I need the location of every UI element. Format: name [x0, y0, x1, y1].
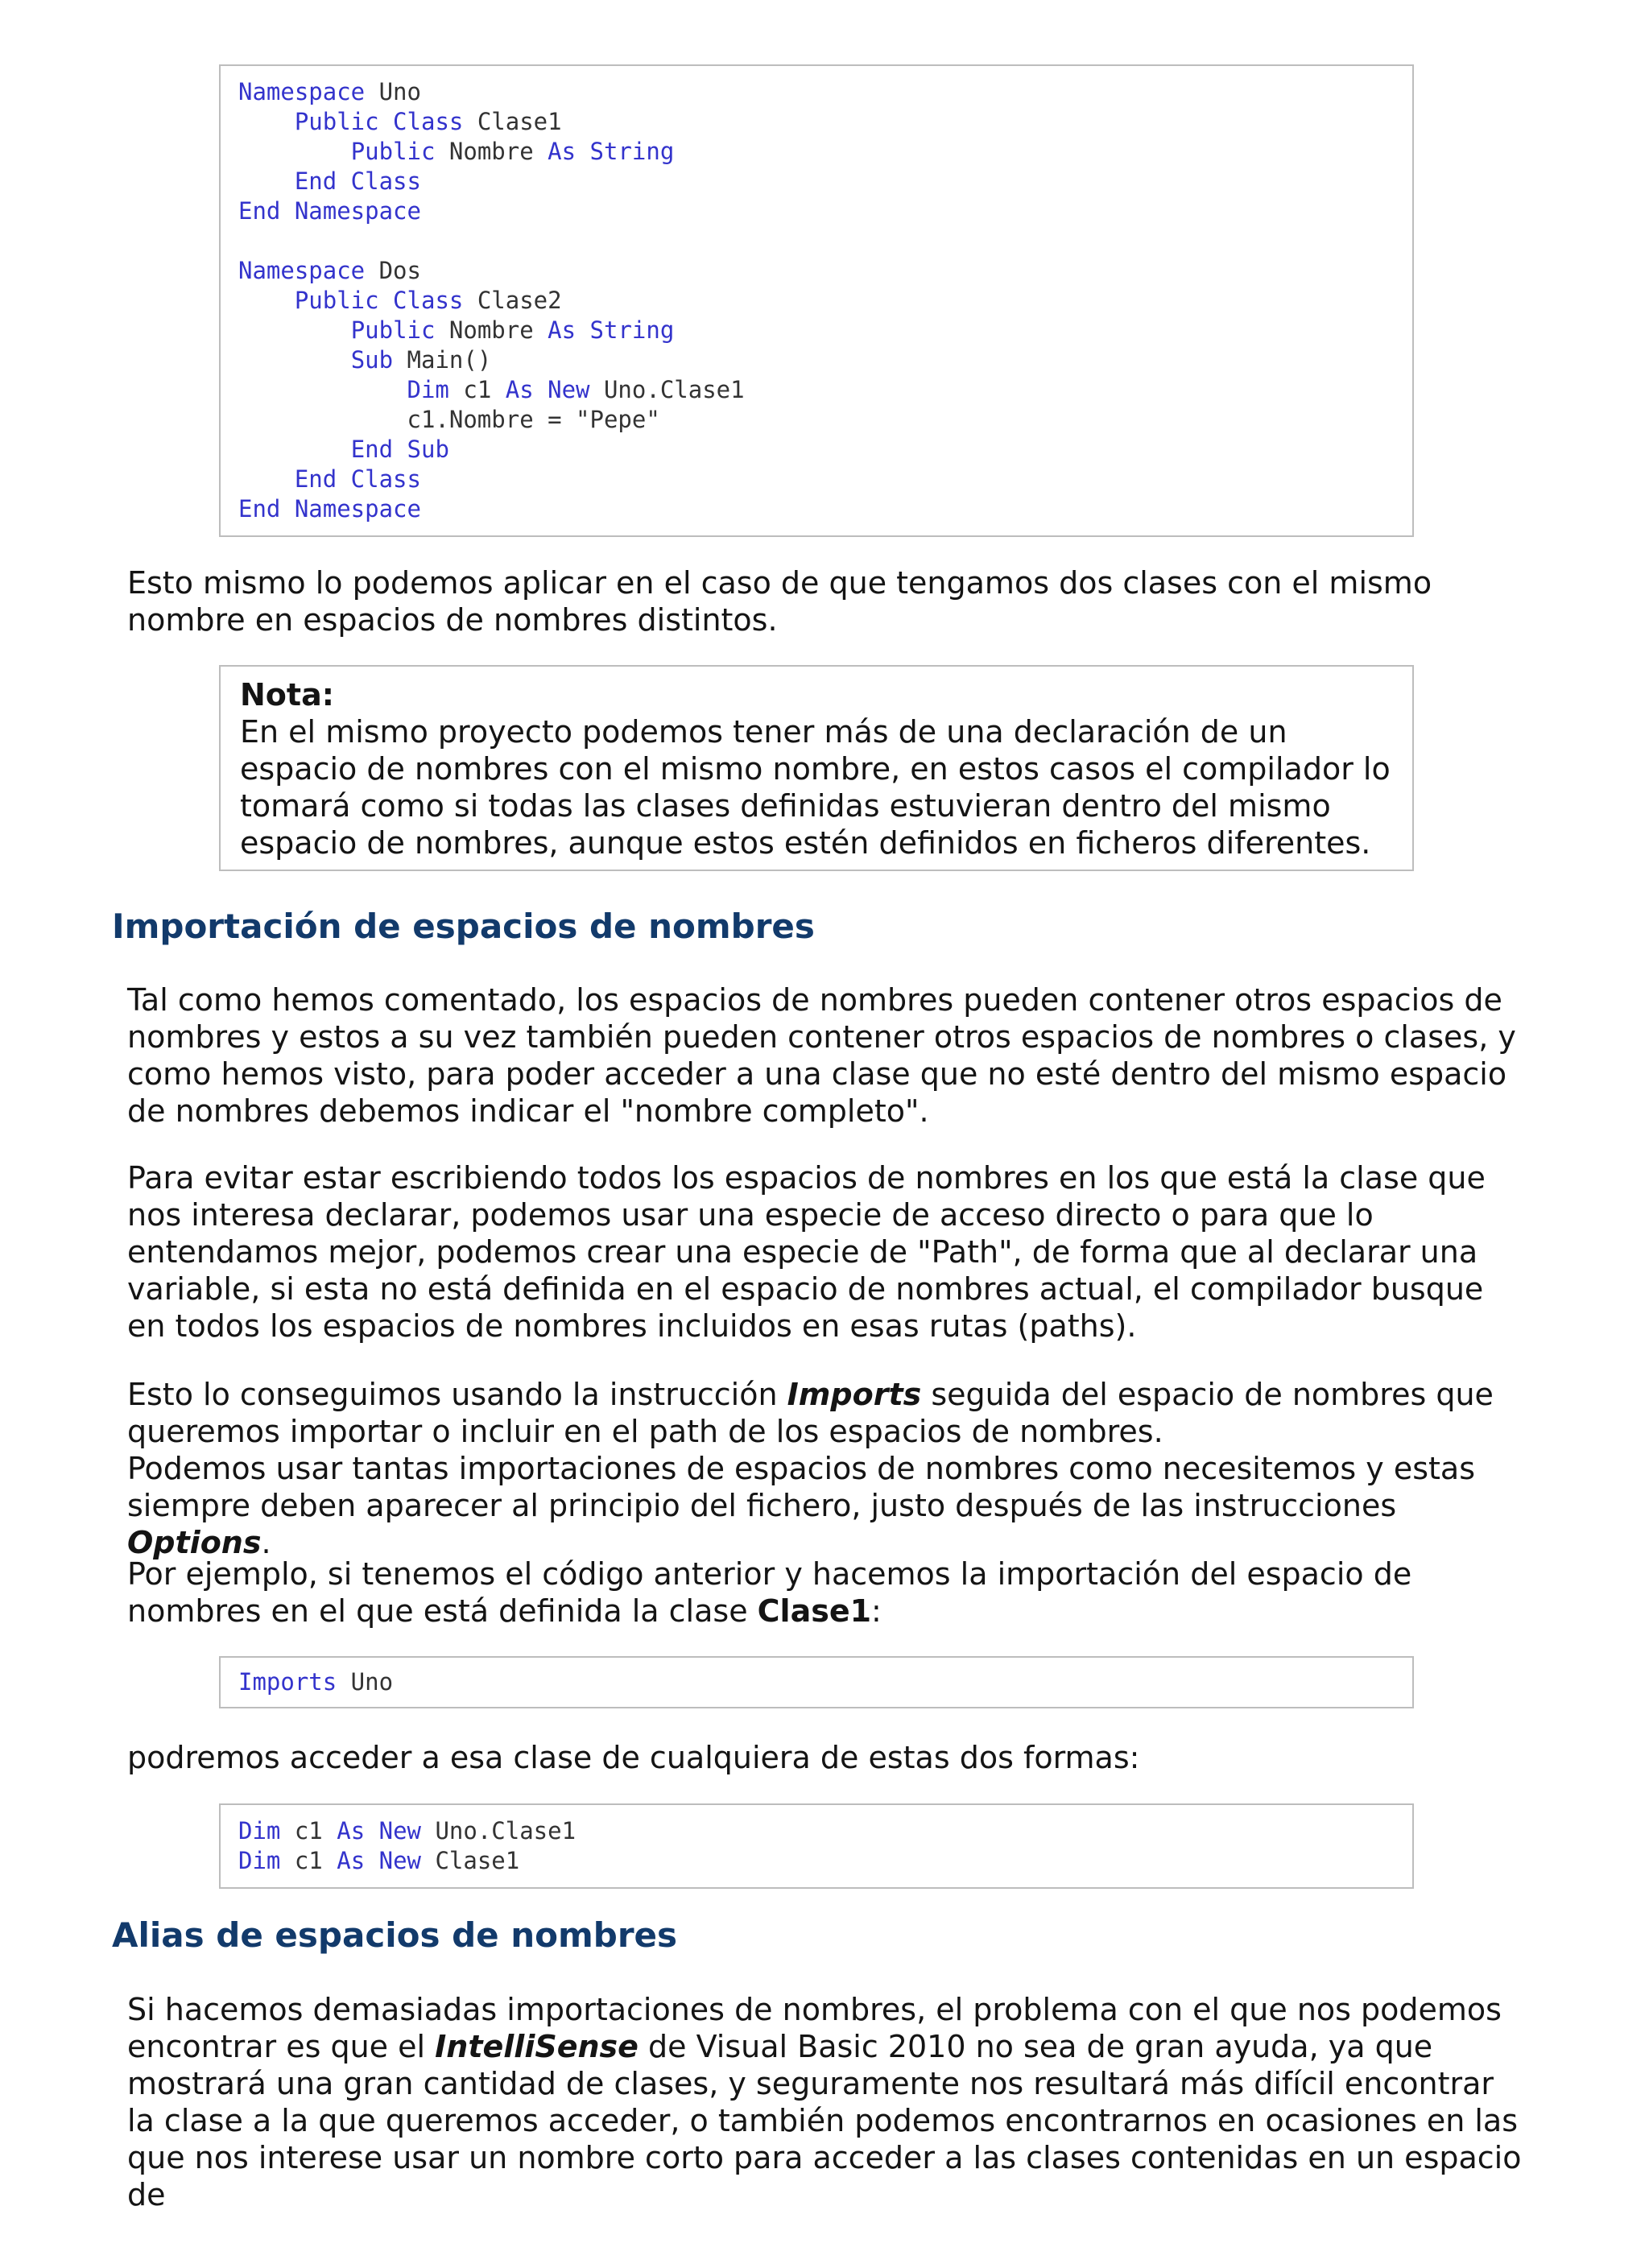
code-keyword: End Sub — [350, 436, 449, 463]
code-keyword: Public — [350, 316, 436, 344]
code-text — [238, 167, 295, 195]
code-keyword: As String — [548, 138, 675, 165]
code-line — [238, 375, 1395, 405]
code-keyword: As New — [505, 376, 590, 403]
code-text: c1.Nombre = "Pepe" — [238, 406, 660, 433]
code-text — [238, 138, 351, 165]
paragraph-two-forms: podremos acceder a esa clase de cualquiera de estas dos formas: — [127, 1740, 1140, 1775]
note-title: Nota: — [240, 677, 334, 713]
code-text: Clase1 — [463, 108, 562, 135]
paragraph-alias — [127, 1991, 1528, 2213]
code-line — [238, 196, 1395, 226]
code-text: Nombre — [435, 316, 548, 344]
paragraph-nombre-completo: Tal como hemos comentado, los espacios de nombres pueden contener otros espacios de nombres y estos a su vez también pueden contener otros espacios de nombres o clases, y como hemos visto, para poder acceder a una clase que no esté dentro del mismo espacio de nombres debemos indicar el "nombre completo". — [127, 982, 1516, 1129]
code-text — [238, 436, 351, 463]
code-block-imports — [219, 1656, 1414, 1708]
code-block-dim-examples — [219, 1803, 1414, 1889]
code-text: Nombre — [435, 138, 548, 165]
code-line — [238, 286, 1395, 316]
options-keyword: Options — [127, 1525, 262, 1560]
code-line — [238, 167, 1395, 196]
paragraph-imports-instruction — [127, 1376, 1528, 1561]
heading-alias: Alias de espacios de nombres — [112, 1915, 678, 1955]
code-keyword: Dim — [407, 376, 449, 403]
code-keyword: As New — [337, 1817, 421, 1845]
code-line — [238, 1816, 1395, 1846]
code-line — [238, 226, 1395, 256]
code-keyword: End Class — [294, 167, 421, 195]
example-text-a: Por ejemplo, si tenemos el código anterior y hacemos la importación del espacio de nombres en el que está definida la clase — [127, 1556, 1412, 1629]
code-text: Clase2 — [463, 287, 562, 314]
imports-text-b: seguida del espacio de nombres que queremos importar o incluir en el path de los espacios de nombres. — [127, 1377, 1494, 1449]
code-line — [238, 494, 1395, 524]
code-text: Clase1 — [421, 1847, 520, 1874]
code-keyword: As String — [548, 316, 675, 344]
intellisense-keyword: IntelliSense — [435, 2029, 639, 2064]
paragraph-path: Para evitar estar escribiendo todos los espacios de nombres en los que está la clase que nos interesa declarar, podemos usar una especie de acceso directo o para que lo entendamos mejor, podemos crear una especie de "Path", de forma que al declarar una variable, si esta no está definida en el espacio de nombres actual, el compilador busque en todos los espacios de nombres incluidos en esas rutas (paths). — [127, 1160, 1486, 1344]
code-keyword: Public Class — [294, 287, 464, 314]
code-keyword: As New — [337, 1847, 421, 1874]
code-text: c1 — [448, 376, 506, 403]
code-line — [238, 435, 1395, 465]
code-text: Uno — [365, 78, 421, 105]
code-text: c1 — [280, 1847, 337, 1874]
imports-text-a: Esto lo conseguimos usando la instrucción — [127, 1377, 787, 1412]
code-text: Uno — [337, 1668, 394, 1696]
code-line — [238, 345, 1395, 375]
code-keyword: Namespace — [238, 78, 366, 105]
code-text — [238, 346, 351, 374]
code-text: Dos — [365, 257, 421, 284]
code-line — [238, 465, 1395, 494]
imports-text-d: . — [261, 1525, 271, 1560]
alias-text-a: Si hacemos demasiadas importaciones de nombres, el problema con el que nos podemos encontrar es que el — [127, 1992, 1502, 2064]
alias-text-b: de Visual Basic 2010 no sea de gran ayuda, ya que mostrará una gran cantidad de clases, y seguramente nos resultará más difícil encontrar la clase a la que queremos acceder, o también podemos encontrarnos en ocasiones en las que nos interese usar un nombre corto para acceder a las clases contenidas en un espacio de — [127, 2029, 1522, 2212]
code-keyword: Namespace — [238, 257, 366, 284]
code-keyword: Sub — [350, 346, 394, 374]
code-keyword: End Class — [294, 465, 421, 493]
code-keyword: End Namespace — [238, 495, 421, 523]
imports-text-c: Podemos usar tantas importaciones de espacios de nombres como necesitemos y estas siempre deben aparecer al principio del fichero, justo después de las instrucciones — [127, 1451, 1476, 1523]
paragraph-example — [127, 1555, 1528, 1630]
code-text — [238, 287, 295, 314]
code-line — [238, 316, 1395, 345]
code-line — [238, 256, 1395, 286]
code-keyword: End Namespace — [238, 197, 421, 225]
code-text: Uno.Clase1 — [421, 1817, 577, 1845]
code-text — [238, 108, 295, 135]
code-keyword: Dim — [238, 1817, 281, 1845]
code-line — [238, 107, 1395, 137]
code-block-namespaces — [219, 64, 1414, 537]
code-keyword: Dim — [238, 1847, 281, 1874]
note-box — [219, 665, 1414, 871]
code-line — [238, 137, 1395, 167]
code-line — [238, 1667, 1395, 1697]
code-line — [238, 77, 1395, 107]
code-keyword: Public Class — [294, 108, 464, 135]
imports-keyword: Imports — [787, 1377, 922, 1412]
code-keyword: Public — [350, 138, 436, 165]
code-text — [238, 316, 351, 344]
code-text — [238, 376, 407, 403]
code-text — [238, 465, 295, 493]
code-line — [238, 1846, 1395, 1876]
code-keyword: Imports — [238, 1668, 337, 1696]
code-line — [238, 405, 1395, 435]
code-text: Uno.Clase1 — [589, 376, 745, 403]
note-text: En el mismo proyecto podemos tener más de una declaración de un espacio de nombres con el mismo nombre, en estos casos el compilador lo tomará como si todas las clases definidas estuvieran dentro del mismo espacio de nombres, aunque estos estén definidos en ficheros diferentes. — [240, 714, 1391, 861]
example-text-b: : — [871, 1593, 882, 1629]
heading-importacion: Importación de espacios de nombres — [112, 907, 815, 946]
clase1-keyword: Clase1 — [757, 1593, 872, 1629]
code-text: c1 — [280, 1817, 337, 1845]
paragraph-same-name-classes: Esto mismo lo podemos aplicar en el caso de que tengamos dos clases con el mismo nombre en espacios de nombres distintos. — [127, 565, 1432, 638]
code-text: Main() — [393, 346, 492, 374]
